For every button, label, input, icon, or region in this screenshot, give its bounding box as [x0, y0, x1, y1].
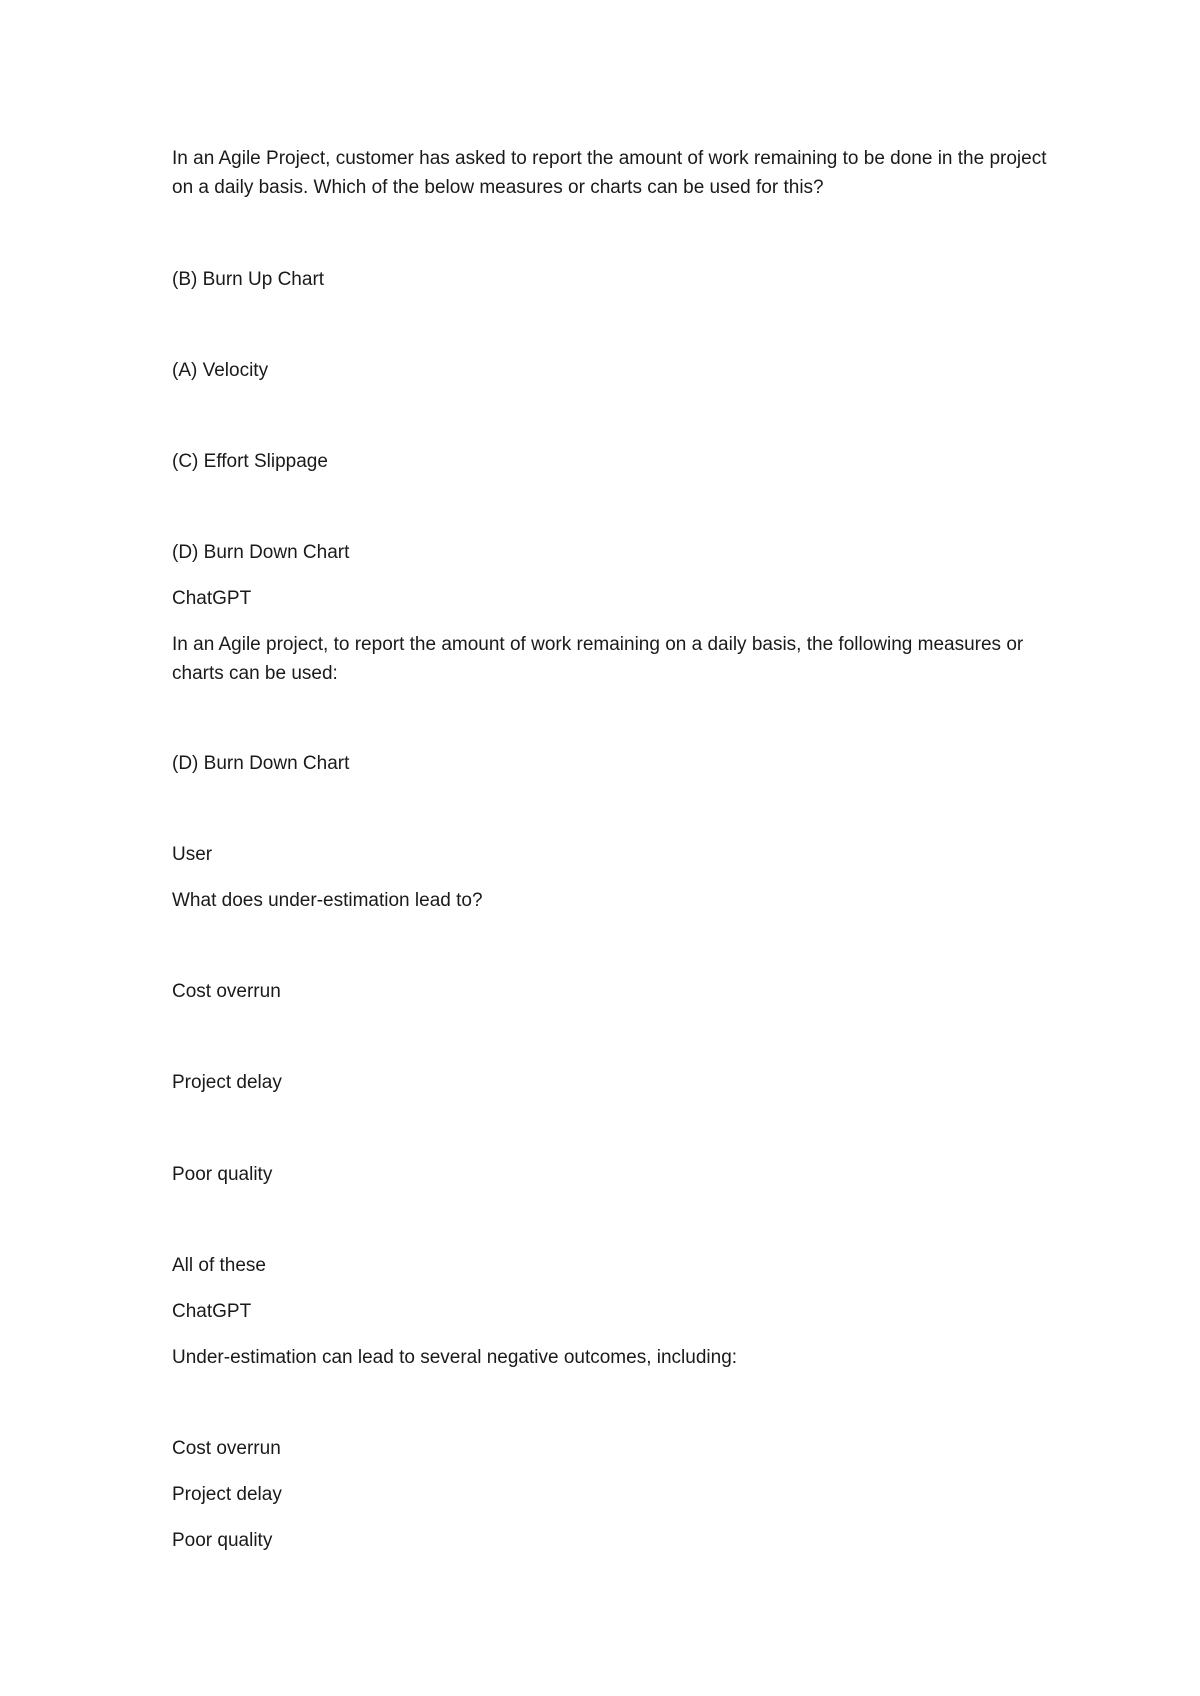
- answer-2-item-poor-quality: Poor quality: [172, 1530, 273, 1551]
- q1-option-a: (A) Velocity: [172, 360, 269, 381]
- speaker-label-chatgpt: ChatGPT: [172, 588, 252, 609]
- question-1-text: In an Agile Project, customer has asked to report the amount of work remaining to be done in the project on a daily basis. Which of the below measures or charts can be used for this?: [172, 148, 1047, 198]
- answer-1-choice: (D) Burn Down Chart: [172, 753, 350, 774]
- answer-2-item-cost-overrun: Cost overrun: [172, 1438, 281, 1459]
- answer-2-text: Under-estimation can lead to several negative outcomes, including:: [172, 1347, 738, 1368]
- speaker-label-chatgpt: ChatGPT: [172, 1301, 252, 1322]
- q2-option-poor-quality: Poor quality: [172, 1164, 273, 1185]
- q1-option-b: (B) Burn Up Chart: [172, 269, 325, 290]
- q2-option-project-delay: Project delay: [172, 1072, 282, 1093]
- answer-2-item-project-delay: Project delay: [172, 1484, 282, 1505]
- question-2-text: What does under-estimation lead to?: [172, 890, 483, 911]
- q2-option-all-of-these: All of these: [172, 1255, 266, 1276]
- answer-1-text: In an Agile project, to report the amount of work remaining on a daily basis, the following measures or charts can be used:: [172, 634, 1024, 684]
- q1-option-d: (D) Burn Down Chart: [172, 542, 350, 563]
- q2-option-cost-overrun: Cost overrun: [172, 981, 281, 1002]
- q1-option-c: (C) Effort Slippage: [172, 451, 328, 472]
- speaker-label-user: User: [172, 844, 213, 865]
